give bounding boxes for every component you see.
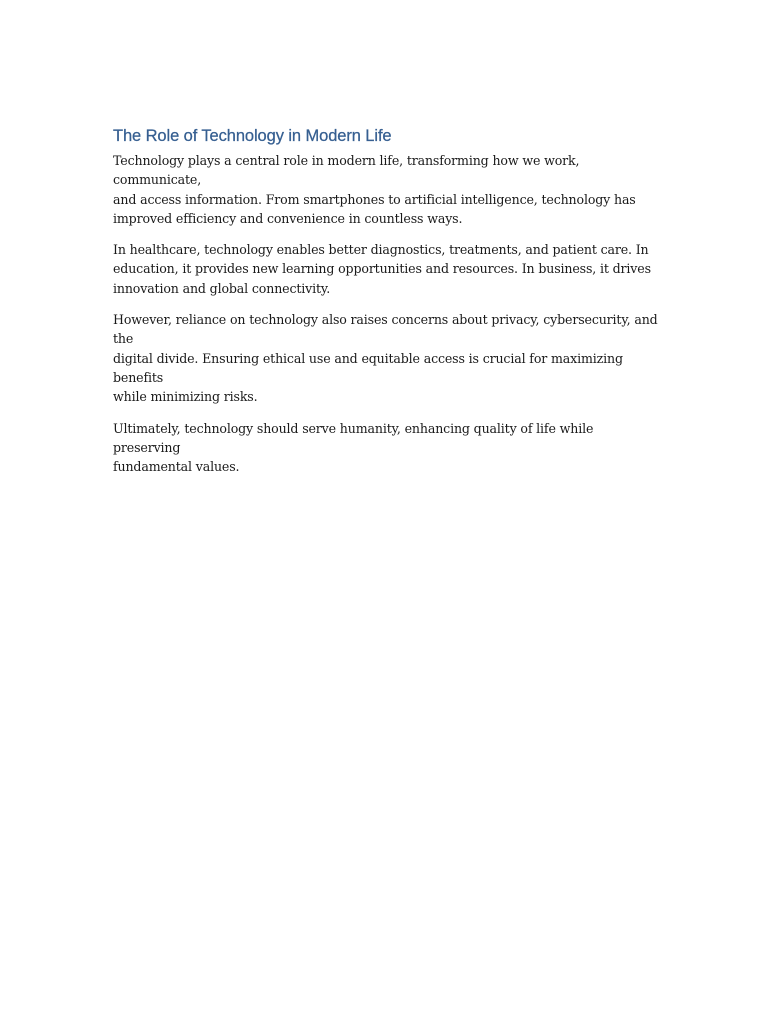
paragraph-line: education, it provides new learning opportunities and resources. In business, it drives <box>113 261 651 277</box>
paragraph-line: while minimizing risks. <box>113 389 258 405</box>
paragraph-intro <box>113 151 658 228</box>
paragraph-sectors <box>113 240 658 298</box>
paragraph-line: innovation and global connectivity. <box>113 280 331 296</box>
paragraph-concerns <box>113 310 658 406</box>
paragraph-line: and access information. From smartphones to artificial intelligence, technology has <box>113 191 636 207</box>
paragraph-line: Technology plays a central role in modern life, transforming how we work, communicate, <box>113 153 580 188</box>
paragraph-conclusion <box>113 419 658 477</box>
paragraph-line: digital divide. Ensuring ethical use and equitable access is crucial for maximizing benefits <box>113 350 623 385</box>
paragraph-line: improved efficiency and convenience in countless ways. <box>113 210 463 226</box>
document-title: The Role of Technology in Modern Life <box>113 127 392 145</box>
paragraph-line: Ultimately, technology should serve humanity, enhancing quality of life while preserving <box>113 420 594 455</box>
document-body <box>113 125 658 488</box>
paragraph-line: In healthcare, technology enables better diagnostics, treatments, and patient care. In <box>113 242 649 258</box>
paragraph-line: fundamental values. <box>113 459 240 475</box>
paragraph-line: However, reliance on technology also raises concerns about privacy, cybersecurity, and the <box>113 312 658 347</box>
